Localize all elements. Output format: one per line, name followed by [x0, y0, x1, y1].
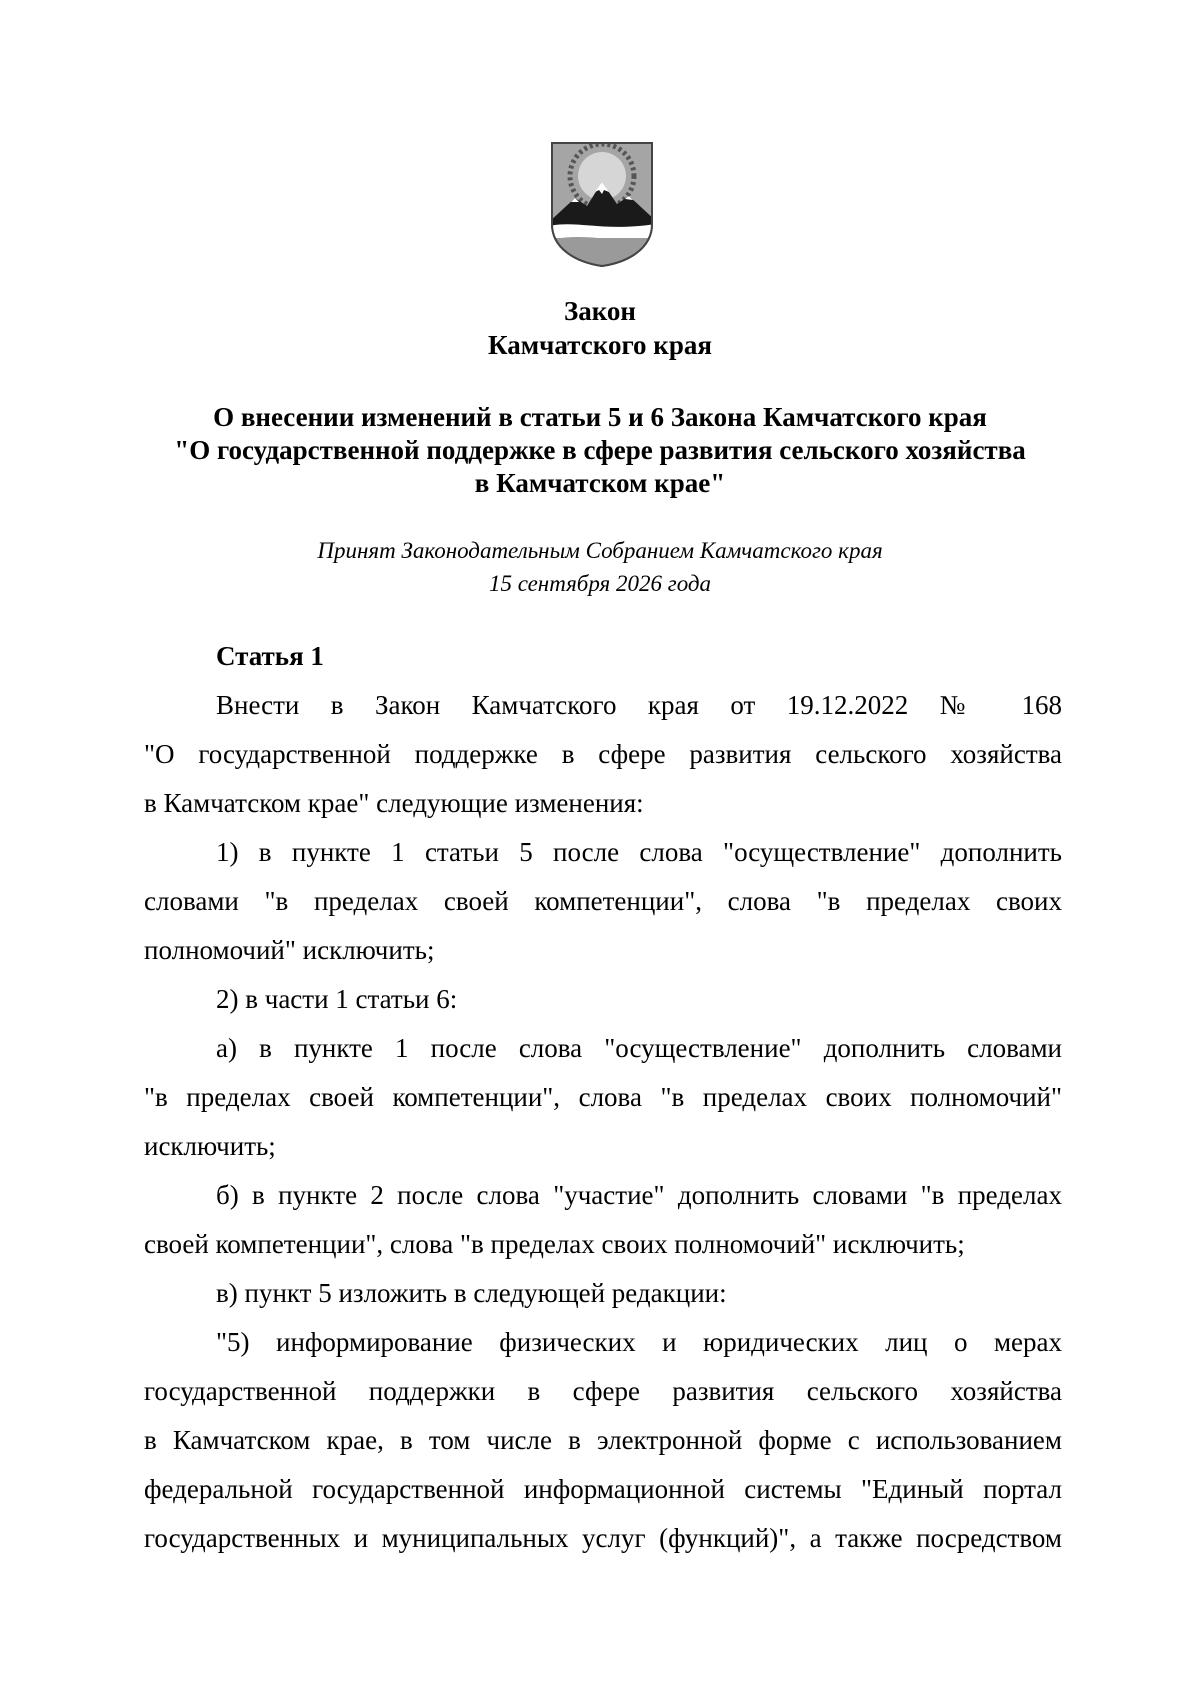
text-line: исключить;	[144, 1131, 276, 1161]
text-line: "в пределах своей компетенции", слова "в пределах своих полномочий"	[144, 1082, 1062, 1112]
adoption-line: Принят Законодательным Собранием Камчатского края	[317, 538, 883, 563]
subject-line: "О государственной поддержке в сфере развития сельского хозяйства	[174, 435, 1026, 465]
text-line: а) в пункте 1 после слова "осуществление" дополнить словами	[216, 1033, 1062, 1063]
law-subject	[0, 401, 1200, 500]
text-line: 1) в пункте 1 статьи 5 после слова "осуществление" дополнить	[216, 837, 1062, 867]
text-line: в) пункт 5 изложить в следующей редакции:	[216, 1278, 727, 1308]
article-heading: Статья 1	[216, 641, 324, 671]
kamchatka-coat-of-arms-icon	[549, 140, 655, 268]
text-line: в Камчатском крае" следующие изменения:	[144, 788, 644, 818]
text-line: 2) в части 1 статьи 6:	[216, 984, 458, 1014]
text-line: словами "в пределах своей компетенции", слова "в пределах своих	[144, 886, 1062, 916]
text-line: б) в пункте 2 после слова "участие" дополнить словами "в пределах	[216, 1180, 1062, 1210]
text-line: Внести в Закон Камчатского края от 19.12.2022 № 168	[216, 690, 1062, 720]
text-line: федеральной государственной информационной системы "Единый портал	[144, 1474, 1062, 1504]
text-line: государственных и муниципальных услуг (функций)", а также посредством	[144, 1523, 1062, 1553]
law-title: Закон	[563, 296, 636, 326]
adoption-note	[0, 534, 1200, 600]
law-region: Камчатского края	[488, 330, 712, 360]
text-line: "О государственной поддержке в сфере развития сельского хозяйства	[144, 739, 1062, 769]
text-line: "5) информирование физических и юридических лиц о мерах	[216, 1327, 1062, 1357]
text-line: полномочий" исключить;	[144, 935, 435, 965]
text-line: своей компетенции", слова "в пределах своих полномочий" исключить;	[144, 1229, 965, 1259]
subject-line: в Камчатском крае"	[474, 468, 726, 498]
adoption-date: 15 сентября 2026 года	[488, 571, 712, 596]
subject-line: О внесении изменений в статьи 5 и 6 Закона Камчатского края	[213, 402, 987, 432]
text-line: в Камчатском крае, в том числе в электронной форме с использованием	[144, 1425, 1062, 1455]
text-line: государственной поддержки в сфере развития сельского хозяйства	[144, 1376, 1062, 1406]
